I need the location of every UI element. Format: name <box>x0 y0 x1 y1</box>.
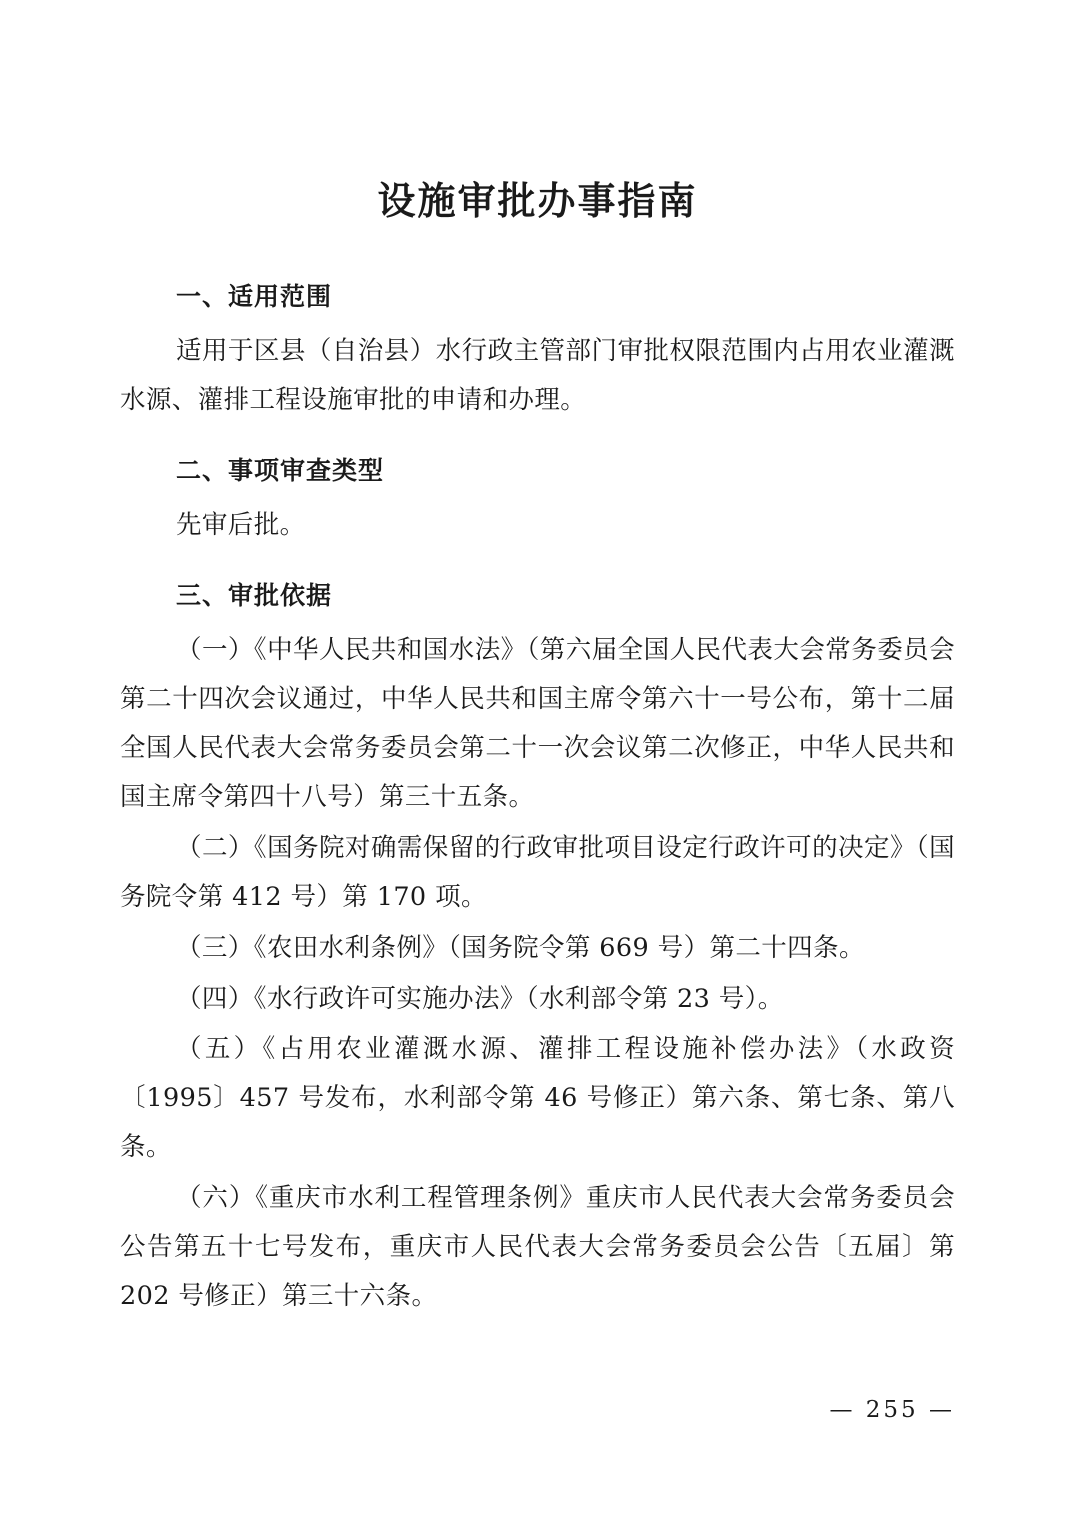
section-paragraph-basis-6: （六）《重庆市水利工程管理条例》重庆市人民代表大会常务委员会公告第五十七号发布，重庆市人民代表大会常务委员会公告〔五届〕第 202 号修正）第三十六条。 <box>120 1183 955 1312</box>
section-heading-approval-basis: 三、审批依据 <box>176 581 333 610</box>
page-number: — 255 — <box>829 1397 955 1423</box>
section-paragraph-basis-1: （一）《中华人民共和国水法》（第六届全国人民代表大会常务委员会第二十四次会议通过，中华人民共和国主席令第六十一号公布，第十二届全国人民代表大会常务委员会第二十一次会议第二次修正，中华人民共和国主席令第四十八号）第三十五条。 <box>120 634 955 812</box>
section-paragraph-scope-1: 适用于区县（自治县）水行政主管部门审批权限范围内占用农业灌溉水源、灌排工程设施审批的申请和办理。 <box>120 336 955 415</box>
section-paragraph-basis-5: （五）《占用农业灌溉水源、灌排工程设施补偿办法》（水政资〔1995〕457 号发布，水利部令第 46 号修正）第六条、第七条、第八条。 <box>120 1034 955 1163</box>
section-paragraph-review-type-1: 先审后批。 <box>176 509 306 540</box>
page-title: 设施审批办事指南 <box>377 178 698 223</box>
section-heading-scope: 一、适用范围 <box>176 283 333 311</box>
section-heading-review-type: 二、事项审查类型 <box>176 456 385 485</box>
section-paragraph-basis-2: （二）《国务院对确需保留的行政审批项目设定行政许可的决定》（国务院令第 412 号）第 170 项。 <box>120 832 955 912</box>
section-paragraph-basis-3: （三）《农田水利条例》（国务院令第 669 号）第二十四条。 <box>176 932 865 963</box>
section-paragraph-basis-4: （四）《水行政许可实施办法》（水利部令第 23 号）。 <box>176 983 784 1014</box>
